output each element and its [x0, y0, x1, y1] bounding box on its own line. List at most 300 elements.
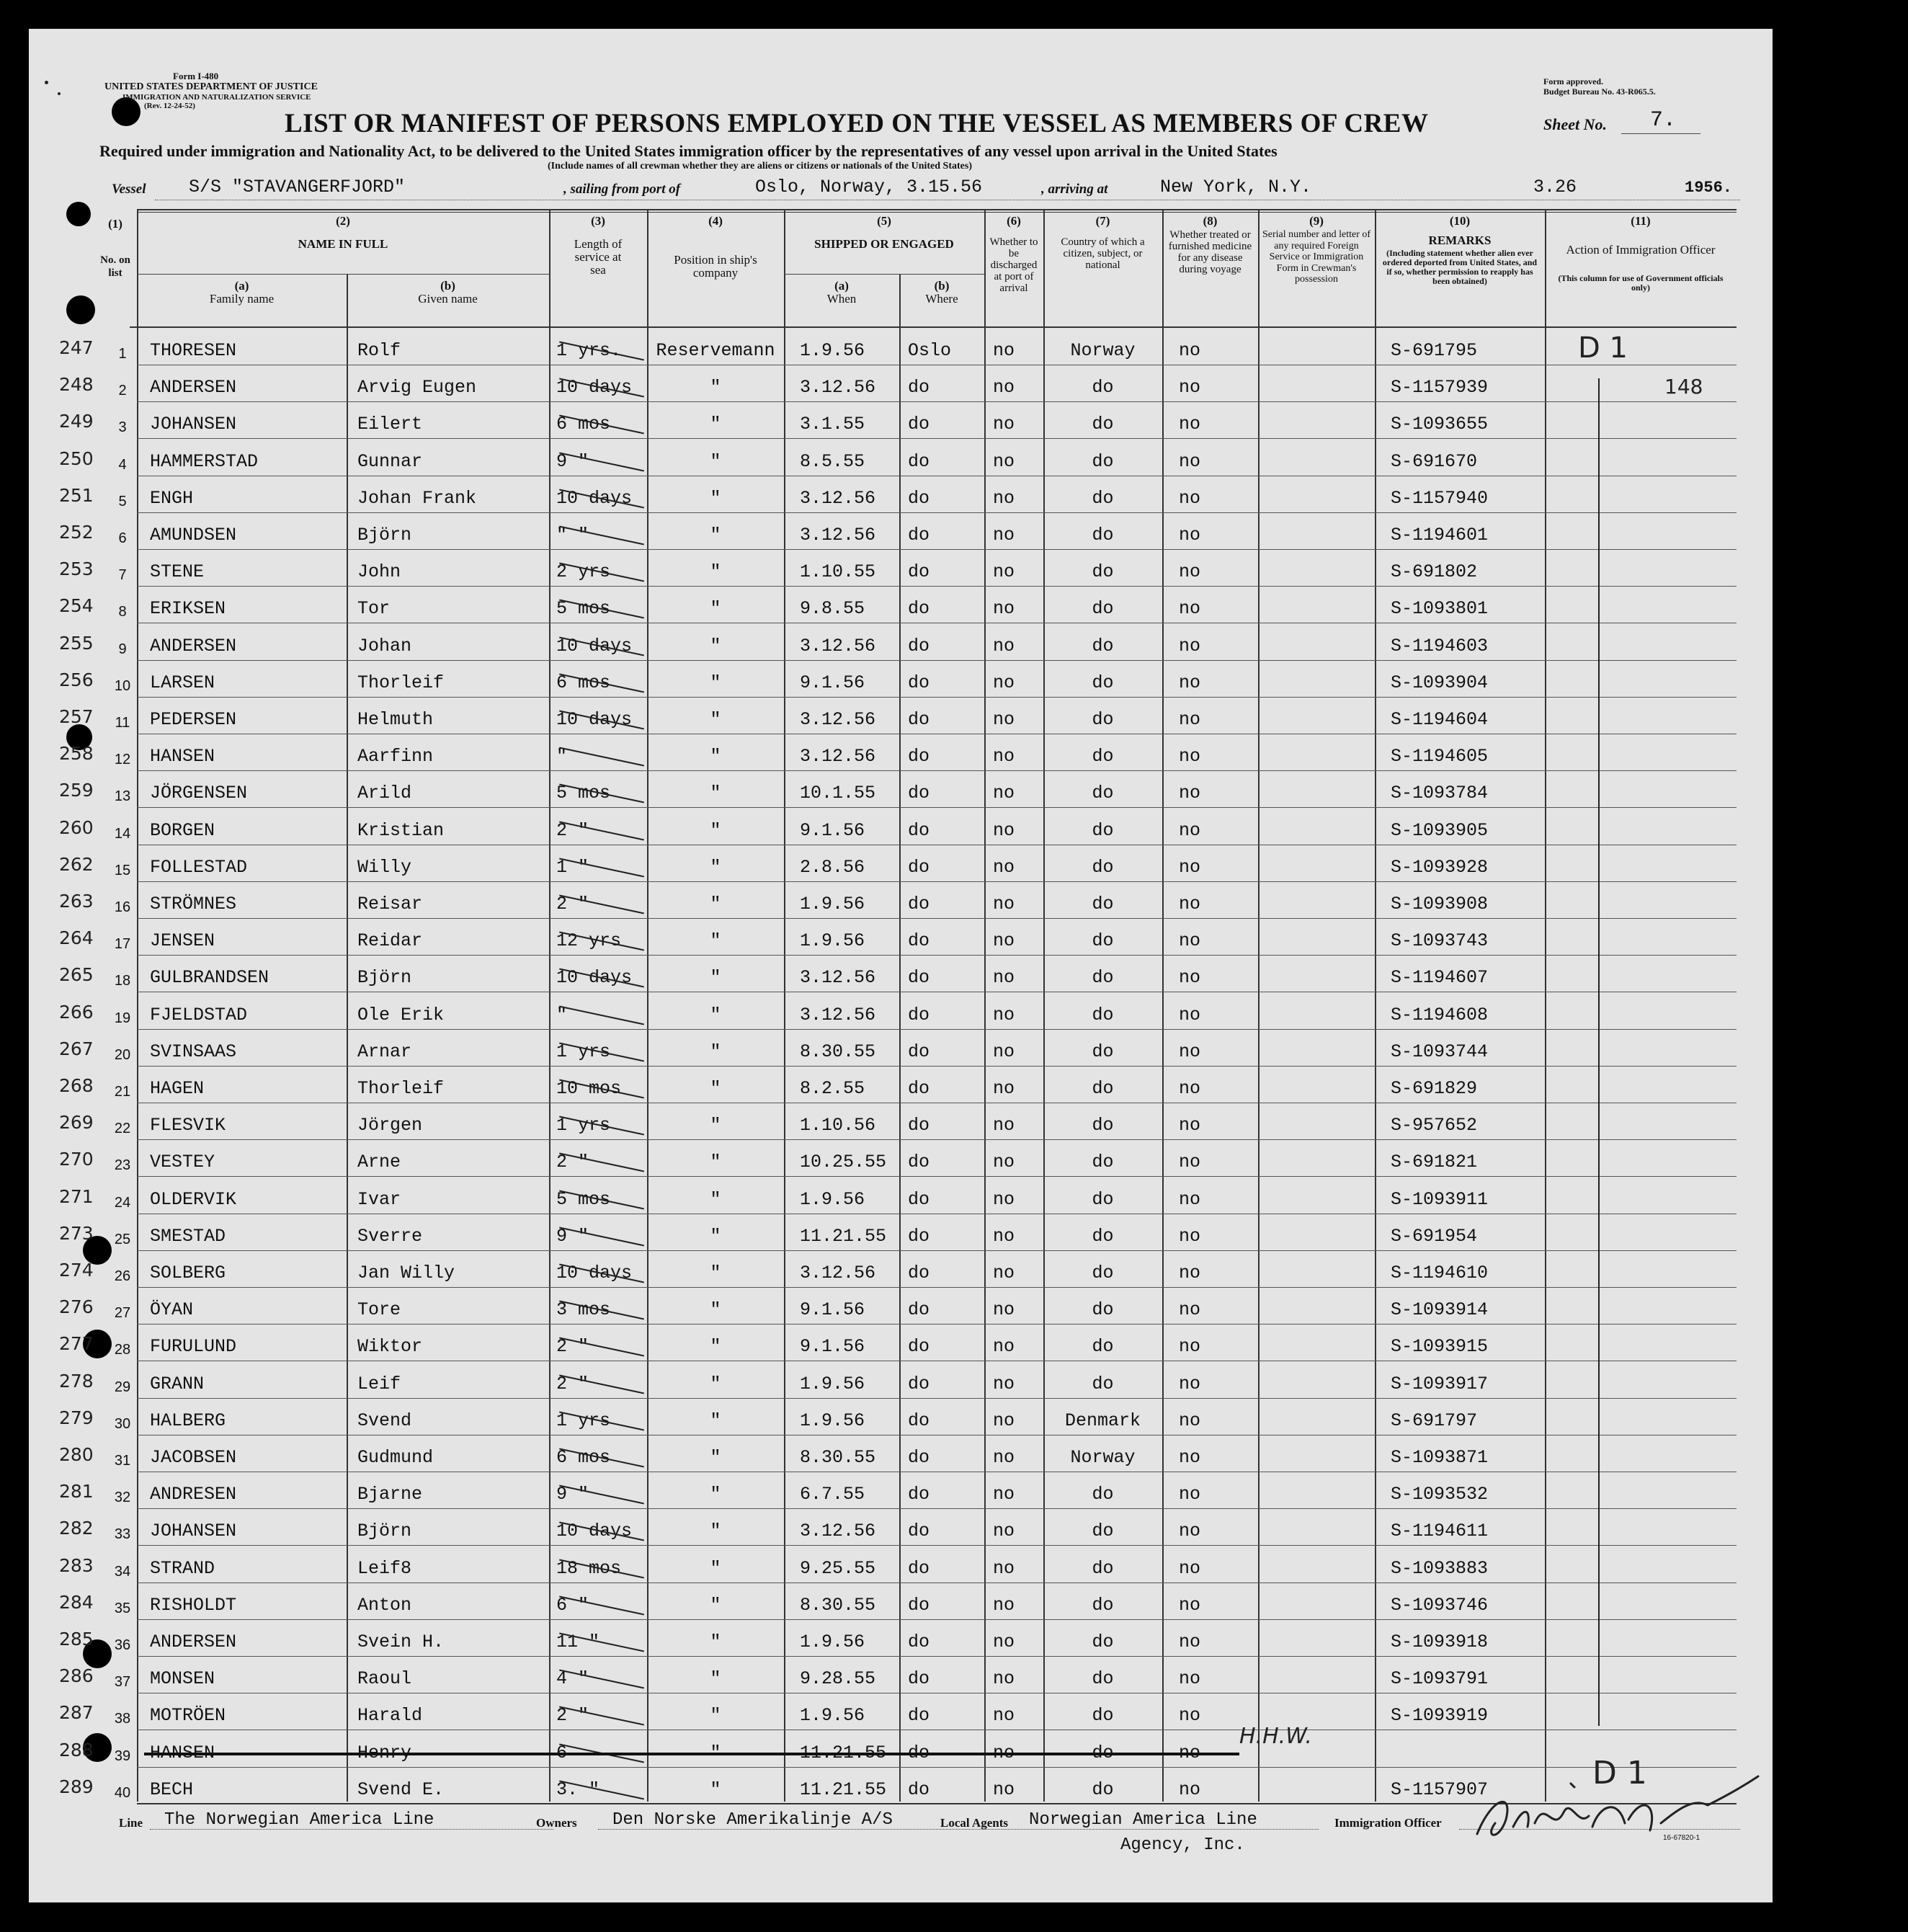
table-row	[29, 1216, 1773, 1253]
treated: no	[1179, 1705, 1201, 1727]
position: "	[710, 930, 721, 952]
arriving-label: , arriving at	[1041, 182, 1108, 197]
treated: no	[1179, 635, 1201, 656]
discharged: no	[993, 1225, 1015, 1247]
discharged: no	[993, 1078, 1015, 1099]
position: "	[710, 1152, 721, 1173]
list-line-number: 283	[59, 1554, 94, 1576]
remarks: S-1157940	[1391, 487, 1489, 509]
length-of-service: 10 days	[556, 709, 633, 730]
row-rule	[137, 697, 1737, 698]
row-rule	[137, 586, 1737, 587]
family-name: SOLBERG	[150, 1263, 226, 1283]
treated: no	[1179, 819, 1201, 841]
row-rule	[137, 1545, 1737, 1546]
remarks: S-691795	[1391, 340, 1478, 361]
list-line-number: 288	[59, 1739, 94, 1760]
list-line-number: 289	[59, 1776, 94, 1797]
col4-label: Position in ship's company	[674, 253, 757, 280]
owners-value: Den Norske Amerikalinje A/S	[612, 1810, 893, 1830]
row-number: 39	[114, 1748, 131, 1764]
treated: no	[1179, 1004, 1201, 1025]
row-number: 36	[114, 1637, 131, 1653]
shipped-where: do	[908, 561, 930, 583]
position: "	[710, 1263, 721, 1283]
manifest-sheet	[29, 29, 1773, 1902]
row-number: 38	[114, 1711, 131, 1727]
col11-label: Action of Immigration Officer	[1566, 243, 1716, 257]
row-number: 3	[118, 419, 127, 436]
col7-label: Country of which a citizen, subject, or national	[1061, 236, 1145, 271]
row-number: 28	[114, 1342, 131, 1358]
row-rule	[137, 807, 1737, 808]
given-name: Wiktor	[357, 1336, 423, 1358]
owners-label: Owners	[536, 1816, 577, 1830]
table-row	[29, 699, 1773, 736]
shipped-where: do	[908, 1115, 930, 1136]
row-rule	[137, 955, 1737, 956]
discharged: no	[993, 1336, 1015, 1358]
shipped-when: 10.25.55	[800, 1152, 887, 1173]
row-number: 15	[114, 862, 131, 878]
shipped-when: 9.1.56	[800, 1336, 865, 1358]
discharged: no	[993, 340, 1015, 361]
treated: no	[1179, 1188, 1201, 1210]
table-row	[29, 1363, 1773, 1401]
shipped-where: do	[908, 1742, 930, 1763]
treated: no	[1179, 1041, 1201, 1062]
length-of-service: 3 mos	[556, 1299, 611, 1321]
row-rule	[137, 770, 1737, 771]
shipped-when: 9.1.56	[800, 672, 865, 693]
given-name: Leif	[357, 1373, 401, 1394]
family-name: GRANN	[150, 1373, 205, 1394]
revision: (Rev. 12-24-52)	[144, 102, 195, 110]
agents-value-2: Agency, Inc.	[1120, 1835, 1245, 1855]
discharged: no	[993, 487, 1015, 509]
row-number: 12	[114, 752, 131, 768]
given-name: Tor	[357, 598, 391, 620]
shipped-when: 3.12.56	[800, 377, 876, 399]
include-note: (Include names of all crewman whether they are aliens or citizens or nationals of the United States)	[548, 161, 972, 172]
discharged: no	[993, 1373, 1015, 1394]
officer-label: Immigration Officer	[1334, 1816, 1442, 1830]
country: do	[1092, 1779, 1114, 1800]
shipped-when: 9.28.55	[800, 1668, 876, 1690]
position: "	[710, 1225, 721, 1247]
treated: no	[1179, 930, 1201, 952]
shipped-where: do	[908, 894, 930, 914]
sheet-number-label: Sheet No.	[1543, 115, 1607, 133]
shipped-when: 1.9.56	[800, 340, 865, 361]
sailing-label: , sailing from port of	[563, 182, 681, 197]
country: do	[1092, 1484, 1114, 1505]
country: do	[1092, 856, 1114, 878]
shipped-when: 3.12.56	[800, 746, 876, 767]
shipped-where: do	[908, 1373, 930, 1394]
row-number: 32	[114, 1490, 131, 1506]
sheet-number: 7.	[1650, 108, 1677, 133]
shipped-where: do	[908, 1188, 930, 1210]
col6-label: Whether to be discharged at port of arrival	[989, 236, 1038, 294]
given-name: Johan	[357, 635, 412, 656]
position: "	[710, 783, 721, 804]
table-row	[29, 1474, 1773, 1511]
row-number: 40	[114, 1784, 131, 1801]
family-name: ANDERSEN	[150, 1631, 237, 1652]
shipped-where: do	[908, 746, 930, 767]
col9-label: Serial number and letter of any required Foreign Service or Immigration Form in Crewman's possession	[1262, 229, 1371, 285]
length-of-service: 1 yrs	[556, 1115, 611, 1136]
treated: no	[1179, 1779, 1201, 1800]
shipped-where: do	[908, 1668, 930, 1690]
family-name: ANDERSEN	[150, 635, 237, 656]
family-name: FLESVIK	[150, 1115, 226, 1136]
treated: no	[1179, 450, 1201, 472]
length-of-service: 6 "	[556, 1594, 589, 1616]
table-row	[29, 1179, 1773, 1216]
discharged: no	[993, 894, 1015, 914]
treated: no	[1179, 1631, 1201, 1652]
arrival-year: 1956.	[1685, 179, 1733, 197]
country: do	[1092, 1373, 1114, 1394]
col2-number: (2)	[336, 214, 350, 228]
length-of-service: "	[556, 746, 568, 767]
country: do	[1092, 1631, 1114, 1652]
position: "	[710, 746, 721, 767]
table-row	[29, 1400, 1773, 1438]
list-line-number: 264	[59, 927, 94, 949]
row-number: 24	[114, 1194, 131, 1211]
position: "	[710, 1041, 721, 1062]
discharged: no	[993, 1410, 1015, 1431]
col9-number: (9)	[1309, 214, 1324, 228]
remarks: S-1194611	[1391, 1521, 1489, 1542]
table-row	[29, 920, 1773, 958]
row-rule	[137, 1176, 1737, 1177]
line-label: Line	[119, 1816, 143, 1830]
shipped-where: do	[908, 783, 930, 804]
row-rule	[137, 1508, 1737, 1509]
col11-number: (11)	[1631, 214, 1651, 228]
country: do	[1092, 930, 1114, 952]
length-of-service: 2 "	[556, 1373, 589, 1394]
position: "	[710, 1557, 721, 1579]
shipped-when: 10.1.55	[800, 783, 876, 804]
table-row	[29, 588, 1773, 626]
discharged: no	[993, 1299, 1015, 1321]
table-row	[29, 515, 1773, 552]
position: "	[710, 635, 721, 656]
given-name: Aarfinn	[357, 746, 434, 767]
family-name: LARSEN	[150, 672, 215, 693]
country: do	[1092, 414, 1114, 435]
col10-label: REMARKS	[1428, 233, 1492, 247]
discharged: no	[993, 746, 1015, 767]
position: "	[710, 1705, 721, 1727]
length-of-service: 2 "	[556, 1705, 589, 1727]
col5a-number: (a)	[834, 279, 849, 293]
shipped-where: do	[908, 487, 930, 509]
country: do	[1092, 450, 1114, 472]
treated: no	[1179, 1299, 1201, 1321]
discharged: no	[993, 1742, 1015, 1763]
table-row	[29, 957, 1773, 994]
shipped-where: do	[908, 967, 930, 989]
list-line-number: 265	[59, 964, 94, 986]
treated: no	[1179, 487, 1201, 509]
remarks: S-957652	[1391, 1115, 1478, 1136]
treated: no	[1179, 709, 1201, 730]
length-of-service: 2 "	[556, 1152, 589, 1173]
shipped-when: 1.9.56	[800, 1373, 865, 1394]
given-name: Henry	[357, 1742, 412, 1763]
list-line-number: 256	[59, 669, 94, 690]
col6-number: (6)	[1007, 214, 1021, 228]
position: "	[710, 1779, 721, 1800]
length-of-service: 6 mos	[556, 672, 611, 693]
col3-number: (3)	[591, 214, 605, 228]
shipped-when: 1.9.56	[800, 1188, 865, 1210]
treated: no	[1179, 1447, 1201, 1468]
remarks: S-1093791	[1391, 1668, 1489, 1690]
length-of-service: 10 days	[556, 487, 633, 509]
treated: no	[1179, 1225, 1201, 1247]
position: "	[710, 1004, 721, 1025]
table-row	[29, 662, 1773, 700]
table-row	[29, 478, 1773, 515]
discharged: no	[993, 930, 1015, 952]
given-name: Anton	[357, 1594, 412, 1616]
arrival-port: New York, N.Y.	[1160, 177, 1312, 197]
shipped-where: do	[908, 1705, 930, 1727]
subtitle: Required under immigration and Nationality Act, to be delivered to the United States immigration officer by the representatives of any vessel upon arrival in the United States	[99, 142, 1278, 160]
country: do	[1092, 1668, 1114, 1690]
country: do	[1092, 561, 1114, 583]
remarks: S-691797	[1391, 1410, 1478, 1431]
given-name: Svend E.	[357, 1779, 445, 1800]
margin-dot	[45, 81, 48, 84]
agents-label: Local Agents	[940, 1816, 1008, 1830]
department: UNITED STATES DEPARTMENT OF JUSTICE	[104, 81, 318, 92]
given-name: Gunnar	[357, 450, 423, 472]
table-row	[29, 847, 1773, 884]
row-number: 21	[114, 1084, 131, 1100]
shipped-when: 2.8.56	[800, 856, 865, 878]
treated: no	[1179, 672, 1201, 693]
given-name: Thorleif	[357, 1078, 445, 1099]
family-name: STRÖMNES	[150, 894, 237, 914]
given-name: Björn	[357, 1521, 412, 1542]
row-number: 30	[114, 1415, 131, 1432]
row-number: 17	[114, 936, 131, 953]
action-mark-bottom: D 1	[1592, 1755, 1647, 1791]
country: do	[1092, 1263, 1114, 1283]
remarks: S-1093919	[1391, 1705, 1489, 1727]
length-of-service: 6 mos	[556, 1447, 611, 1468]
row-number: 7	[118, 567, 127, 584]
length-of-service: 9 "	[556, 1484, 589, 1505]
shipped-where: do	[908, 1299, 930, 1321]
position: "	[710, 1188, 721, 1210]
family-name: HANSEN	[150, 746, 215, 767]
col5-label: SHIPPED OR ENGAGED	[814, 237, 954, 251]
family-name: JOHANSEN	[150, 1521, 237, 1542]
row-rule	[137, 1066, 1737, 1067]
length-of-service: 2 "	[556, 1336, 589, 1358]
col2-label: NAME IN FULL	[298, 237, 388, 251]
shipped-where: do	[908, 1631, 930, 1652]
country: do	[1092, 1188, 1114, 1210]
country: do	[1092, 1557, 1114, 1579]
length-of-service: 10 days	[556, 1263, 633, 1283]
table-row	[29, 1289, 1773, 1327]
remarks: S-1194601	[1391, 525, 1489, 546]
list-line-number: 248	[59, 374, 94, 396]
country: do	[1092, 525, 1114, 546]
col4-number: (4)	[708, 214, 723, 228]
given-name: Jan Willy	[357, 1263, 455, 1283]
given-name: Leif8	[357, 1557, 412, 1579]
col2b-label: Given name	[418, 292, 478, 306]
family-name: HANSEN	[150, 1742, 215, 1763]
length-of-service: 5 mos	[556, 1188, 611, 1210]
given-name: Reisar	[357, 894, 423, 914]
row-rule	[137, 1324, 1737, 1325]
country: do	[1092, 1299, 1114, 1321]
shipped-where: do	[908, 1521, 930, 1542]
family-name: FOLLESTAD	[150, 856, 248, 878]
discharged: no	[993, 525, 1015, 546]
form-number: Form I-480	[173, 71, 219, 81]
treated: no	[1179, 894, 1201, 914]
length-of-service: 9 "	[556, 450, 589, 472]
punch-hole	[66, 295, 95, 324]
list-line-number: 270	[59, 1149, 94, 1170]
shipped-where: do	[908, 1447, 930, 1468]
remarks: S-1093655	[1391, 414, 1489, 435]
remarks: S-1093908	[1391, 894, 1489, 914]
col7-number: (7)	[1095, 214, 1110, 228]
row-number: 16	[114, 899, 131, 915]
discharged: no	[993, 819, 1015, 841]
treated: no	[1179, 1263, 1201, 1283]
treated: no	[1179, 967, 1201, 989]
col8-number: (8)	[1203, 214, 1218, 228]
shipped-when: 3.12.56	[800, 1004, 876, 1025]
position: "	[710, 967, 721, 989]
vessel-name: S/S "STAVANGERFJORD"	[189, 177, 406, 197]
length-of-service: 1 yrs.	[556, 340, 622, 361]
given-name: Willy	[357, 856, 412, 878]
country: do	[1092, 1521, 1114, 1542]
shipped-when: 8.30.55	[800, 1594, 876, 1616]
country: do	[1092, 783, 1114, 804]
table-row	[29, 1437, 1773, 1474]
length-of-service: 6	[556, 1742, 568, 1763]
country: do	[1092, 377, 1114, 399]
remarks: S-1093905	[1391, 819, 1489, 841]
shipped-when: 3.12.56	[800, 487, 876, 509]
remarks: S-691954	[1391, 1225, 1478, 1247]
list-line-number: 273	[59, 1222, 94, 1244]
discharged: no	[993, 1779, 1015, 1800]
table-row	[29, 773, 1773, 810]
col8-label: Whether treated or furnished medicine for any disease during voyage	[1168, 229, 1252, 275]
given-name: Rolf	[357, 340, 401, 361]
remarks: S-1194604	[1391, 709, 1489, 730]
margin-dot	[58, 92, 61, 95]
given-name: Jörgen	[357, 1115, 423, 1136]
country: do	[1092, 1705, 1114, 1727]
country: do	[1092, 709, 1114, 730]
shipped-when: 9.1.56	[800, 819, 865, 841]
crew-table	[29, 330, 1773, 1807]
service: IMMIGRATION AND NATURALIZATION SERVICE	[122, 93, 311, 102]
list-line-number: 282	[59, 1518, 94, 1539]
remarks: S-1093928	[1391, 856, 1489, 878]
shipped-where: do	[908, 1410, 930, 1431]
discharged: no	[993, 1557, 1015, 1579]
position: "	[710, 894, 721, 914]
row-number: 33	[114, 1526, 131, 1543]
country: do	[1092, 1225, 1114, 1247]
length-of-service: 1 yrs	[556, 1410, 611, 1431]
remarks: S-1093746	[1391, 1594, 1489, 1616]
table-row	[29, 330, 1773, 368]
length-of-service: 3. "	[556, 1779, 600, 1800]
shipped-when: 8.30.55	[800, 1447, 876, 1468]
given-name: Thorleif	[357, 672, 445, 693]
given-name: Raoul	[357, 1668, 412, 1690]
treated: no	[1179, 1078, 1201, 1099]
row-rule	[137, 549, 1737, 550]
family-name: JACOBSEN	[150, 1447, 237, 1468]
remarks: S-1093532	[1391, 1484, 1489, 1505]
treated: no	[1179, 1594, 1201, 1616]
list-line-number: 262	[59, 853, 94, 875]
country: do	[1092, 1594, 1114, 1616]
table-row	[29, 1326, 1773, 1363]
remarks: S-1157907	[1391, 1779, 1489, 1800]
row-number: 6	[118, 530, 127, 546]
given-name: Bjarne	[357, 1484, 423, 1505]
row-number: 14	[114, 825, 131, 842]
treated: no	[1179, 1668, 1201, 1690]
list-line-number: 258	[59, 743, 94, 765]
remarks: S-1093904	[1391, 672, 1489, 693]
remarks: S-1093911	[1391, 1188, 1489, 1210]
length-of-service: 2 yrs	[556, 561, 611, 583]
family-name: OLDERVIK	[150, 1188, 237, 1210]
shipped-when: 8.2.55	[800, 1078, 865, 1099]
shipped-when: 3.1.55	[800, 414, 865, 435]
row-number: 37	[114, 1674, 131, 1691]
remarks: S-1093914	[1391, 1299, 1489, 1321]
length-of-service: 10 mos	[556, 1078, 622, 1099]
remarks: S-1194603	[1391, 635, 1489, 656]
position: "	[710, 525, 721, 546]
discharged: no	[993, 1447, 1015, 1468]
length-of-service: 10 days	[556, 635, 633, 656]
col1-number: (1)	[108, 217, 122, 231]
shipped-where: do	[908, 1225, 930, 1247]
family-name: GULBRANDSEN	[150, 967, 269, 989]
table-row	[29, 1068, 1773, 1105]
treated: no	[1179, 1521, 1201, 1542]
length-of-service: 10 days	[556, 377, 633, 399]
position: "	[710, 377, 721, 399]
